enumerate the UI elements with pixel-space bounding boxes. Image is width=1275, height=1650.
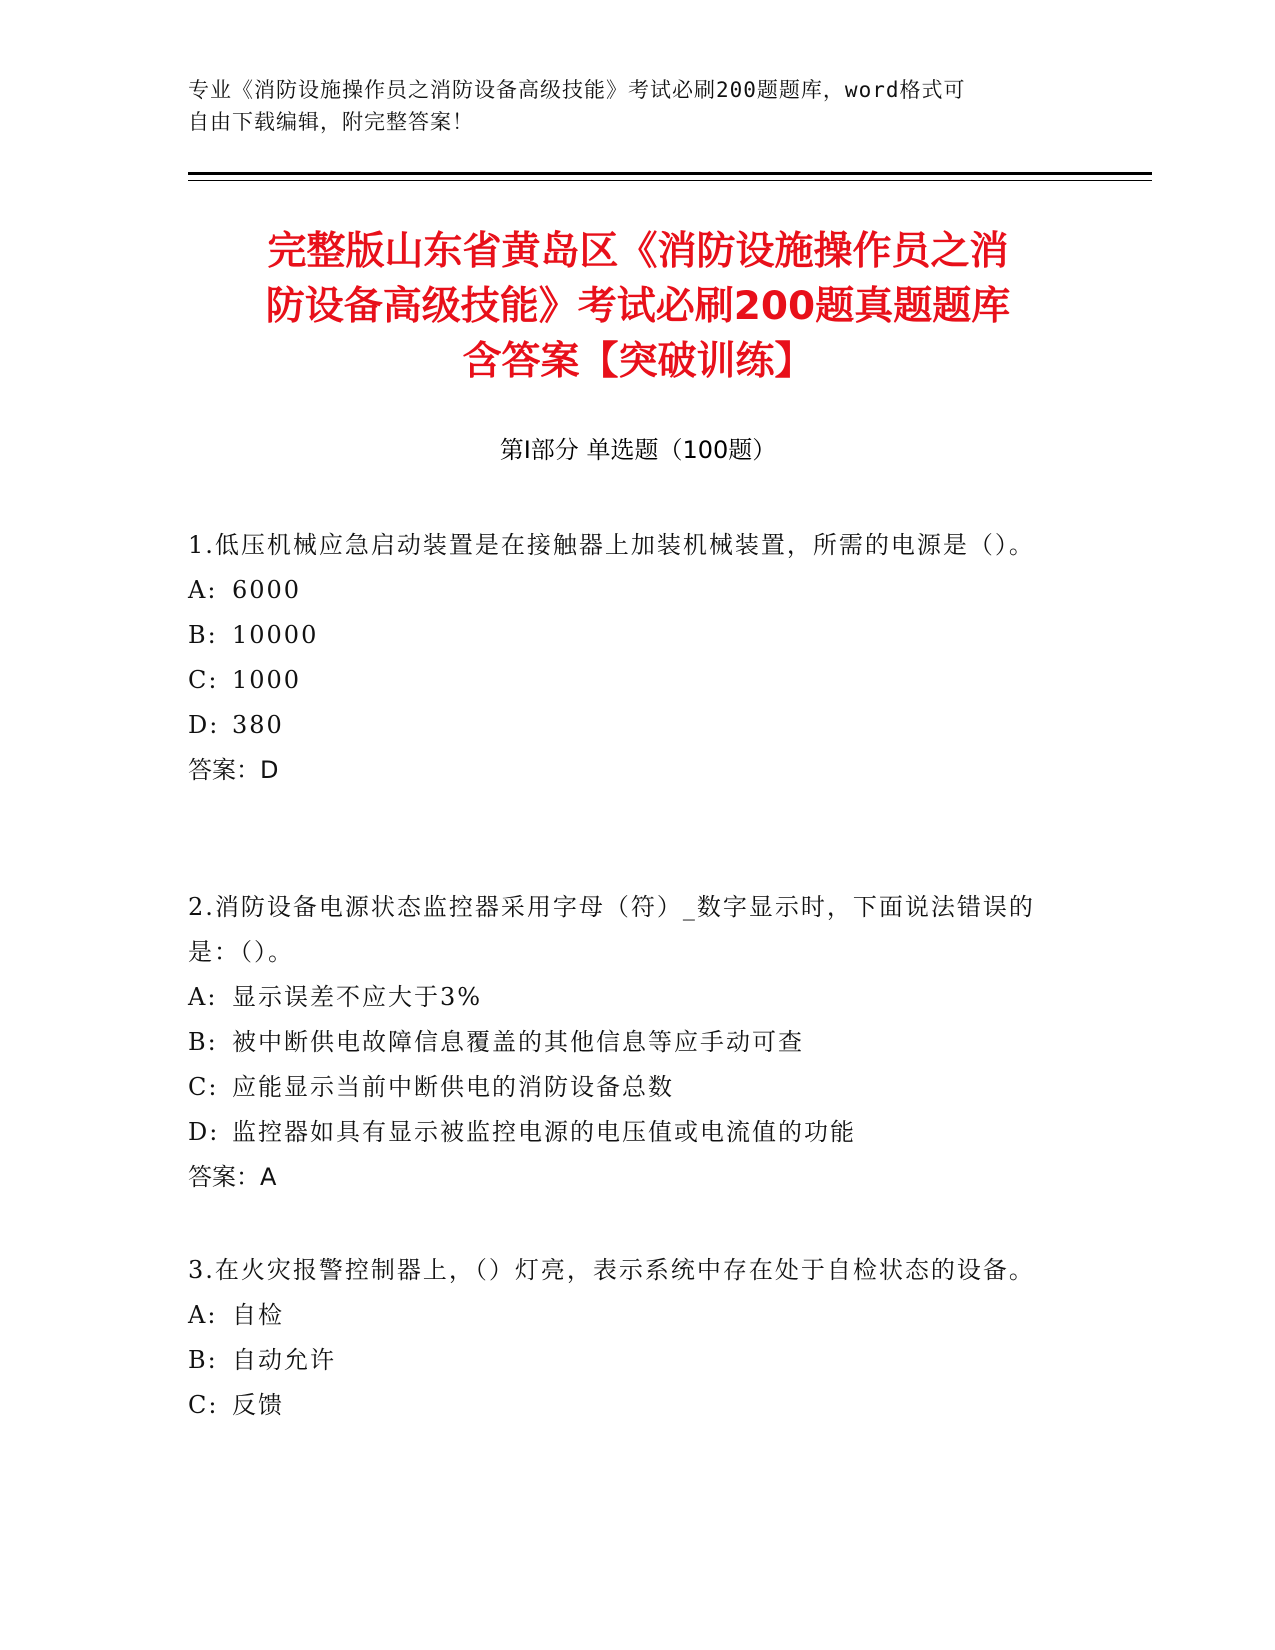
question-stem: 2.消防设备电源状态监控器采用字母（符）_数字显示时，下面说法错误的是：（）。 [188, 893, 1035, 966]
question-stem: 3.在火灾报警控制器上，（）灯亮，表示系统中存在处于自检状态的设备。 [188, 1256, 1035, 1284]
option-text: 自检 [232, 1301, 284, 1329]
option-key: D: [188, 1118, 220, 1146]
intro-text [188, 74, 1088, 138]
option-a [188, 975, 1078, 1020]
option-key: A: [188, 983, 218, 1011]
option-key: A: [188, 1301, 218, 1329]
option-a [188, 568, 1078, 613]
question-stem: 1.低压机械应急启动装置是在接触器上加装机械装置，所需的电源是（）。 [188, 531, 1035, 559]
question-2 [188, 885, 1078, 1200]
question-1 [188, 523, 1078, 793]
option-b [188, 613, 1078, 658]
option-d [188, 703, 1078, 748]
answer-line: 答案：A [188, 1163, 277, 1191]
answer-line: 答案：D [188, 756, 279, 784]
option-text: 1000 [232, 666, 302, 694]
option-key: C: [188, 666, 219, 694]
option-key: B: [188, 1028, 218, 1056]
option-c [188, 1383, 1078, 1428]
section-heading: 第I部分 单选题（100题） [499, 436, 777, 464]
intro-line-2: 自由下载编辑，附完整答案！ [188, 110, 474, 134]
option-text: 应能显示当前中断供电的消防设备总数 [232, 1073, 674, 1101]
header-rule-thick [188, 172, 1152, 175]
option-d [188, 1110, 1078, 1155]
option-text: 10000 [232, 621, 319, 649]
option-key: B: [188, 621, 218, 649]
option-text: 监控器如具有显示被监控电源的电压值或电流值的功能 [232, 1118, 856, 1146]
option-c [188, 658, 1078, 703]
header-rule-thin [188, 180, 1152, 181]
intro-line-1: 专业《消防设施操作员之消防设备高级技能》考试必刷200题题库，word格式可 [188, 78, 966, 102]
option-text: 显示误差不应大于3% [232, 983, 483, 1011]
option-text: 反馈 [232, 1391, 284, 1419]
option-text: 被中断供电故障信息覆盖的其他信息等应手动可查 [232, 1028, 804, 1056]
option-key: B: [188, 1346, 218, 1374]
option-key: D: [188, 711, 220, 739]
document-title [188, 224, 1088, 389]
title-line-2: 防设备高级技能》考试必刷200题真题题库 [265, 284, 1011, 329]
option-b [188, 1338, 1078, 1383]
option-c [188, 1065, 1078, 1110]
title-line-3: 含答案【突破训练】 [462, 339, 814, 384]
option-key: C: [188, 1073, 219, 1101]
option-a [188, 1293, 1078, 1338]
option-b [188, 1020, 1078, 1065]
option-text: 自动允许 [232, 1346, 336, 1374]
option-text: 380 [232, 711, 284, 739]
title-line-1: 完整版山东省黄岛区《消防设施操作员之消 [267, 229, 1009, 274]
question-3 [188, 1248, 1078, 1428]
option-key: C: [188, 1391, 219, 1419]
option-text: 6000 [232, 576, 302, 604]
option-key: A: [188, 576, 218, 604]
